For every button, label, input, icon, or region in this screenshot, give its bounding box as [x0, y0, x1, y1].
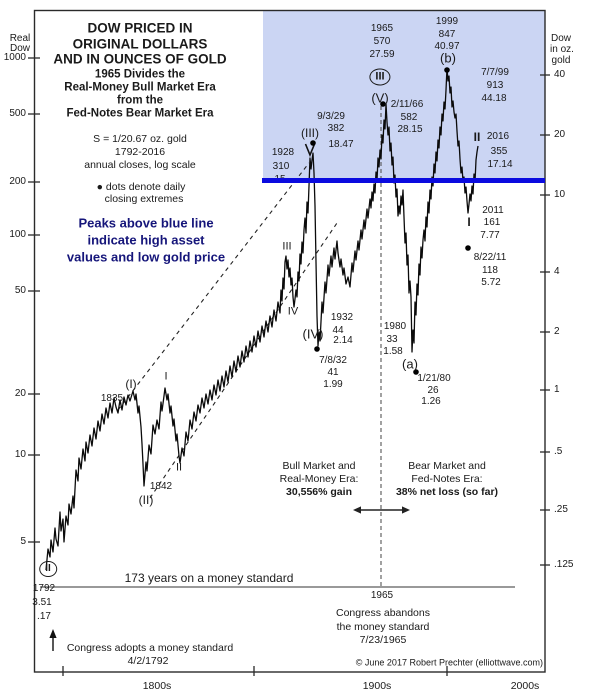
- wave-III-paren: (III): [301, 126, 319, 140]
- channel-upper-dashed-line: [118, 163, 309, 410]
- x-axis-tick-label: 1800s: [142, 679, 172, 692]
- title-line-2: ORIGINAL DOLLARS: [72, 36, 208, 52]
- label-money-standard-years: 173 years on a money standard: [124, 571, 294, 585]
- daily-extreme-dot: [380, 101, 386, 107]
- daily-extreme-dot: [444, 67, 450, 73]
- label-2016-oz: 17.14: [487, 159, 513, 170]
- left-axis-tick-label: 1000: [3, 52, 26, 63]
- label-1932-dow: 44: [332, 325, 344, 336]
- scale-note-3: annual closes, log scale: [84, 158, 196, 171]
- scale-note-1: S = 1/20.67 oz. gold: [93, 132, 187, 145]
- left-axis-header-2: Dow: [9, 43, 31, 54]
- daily-extreme-dot: [310, 140, 316, 146]
- label-1965-year: 1965: [370, 23, 394, 34]
- blue-shaded-region: [263, 11, 545, 179]
- label-21166-date: 2/11/66: [390, 99, 424, 110]
- daily-extreme-dot: [413, 369, 419, 375]
- dots-note-2: closing extremes: [104, 192, 184, 205]
- wave-I-mid: I: [164, 370, 168, 383]
- adopt-up-arrow-icon: [49, 629, 56, 651]
- label-1792-dow: 3.51: [32, 597, 52, 608]
- wave-a-paren: (a): [402, 356, 418, 372]
- label-1965-dow: 570: [373, 36, 391, 47]
- subtitle-line-4: Fed-Notes Bear Market Era: [66, 107, 214, 120]
- label-21166-dow: 582: [400, 112, 418, 123]
- left-axis-tick-label: 5: [20, 536, 26, 547]
- wave-V-paren: (V): [371, 90, 389, 106]
- label-9329-date: 9/3/29: [317, 111, 345, 122]
- abandon-line-3: 7/23/1965: [359, 633, 407, 646]
- label-12180-date: 1/21/80: [417, 373, 451, 384]
- blue-threshold-line: [262, 178, 545, 183]
- left-axis-tick-label: 100: [9, 229, 26, 240]
- label-12180-oz: 1.26: [421, 396, 441, 407]
- left-axis-tick-label: 200: [9, 176, 26, 187]
- label-2011-dow: 161: [483, 217, 501, 228]
- left-axis-tick-label: 500: [9, 108, 26, 119]
- label-7799-oz: 44.18: [481, 93, 507, 104]
- label-1999-dow: 847: [438, 29, 456, 40]
- right-axis-header-3: gold: [551, 55, 571, 66]
- label-1965-bottom: 1965: [370, 590, 394, 601]
- abandon-line-2: the money standard: [336, 620, 430, 633]
- right-axis-header-1: Dow: [550, 33, 572, 44]
- left-axis-header-1: Real: [9, 33, 31, 44]
- dots-note-1: ● dots denote daily: [96, 180, 186, 193]
- label-82211-dow: 118: [482, 265, 498, 276]
- right-axis-tick-label: 10: [554, 189, 566, 200]
- label-1835: 1835: [100, 393, 124, 404]
- label-1928-dow: 310: [272, 161, 290, 172]
- daily-extreme-dot: [465, 245, 471, 251]
- label-1792-oz: .17: [37, 611, 51, 622]
- right-axis-tick-label: 20: [554, 129, 566, 140]
- wave-II-circled: II: [39, 561, 57, 577]
- right-axis-header-2: in oz.: [550, 44, 574, 55]
- left-axis-tick-label: 20: [14, 388, 26, 399]
- right-axis-tick-label: .125: [554, 559, 574, 570]
- bear-era-3: 38% net loss (so far): [395, 485, 499, 498]
- subtitle-line-2: Real-Money Bull Market Era: [64, 81, 216, 94]
- label-9329-dow: 382: [327, 123, 345, 134]
- abandon-line-1: Congress abandons: [336, 606, 430, 619]
- right-axis-tick-label: 4: [554, 266, 560, 277]
- wave-IV-mid: IV: [287, 305, 299, 318]
- title-line-1: DOW PRICED IN: [87, 20, 193, 36]
- bear-era-2: Fed-Notes Era:: [411, 472, 483, 485]
- label-7832-oz: 1.99: [323, 379, 343, 390]
- copyright: © June 2017 Robert Prechter (elliottwave.com): [355, 657, 543, 668]
- label-2011-year: 2011: [482, 205, 504, 216]
- adopt-line-1: Congress adopts a money standard: [66, 641, 234, 654]
- label-9329-oz: 18.47: [328, 139, 354, 150]
- label-21166-oz: 28.15: [397, 124, 423, 135]
- right-axis-tick-label: .25: [554, 504, 568, 515]
- label-1792-year: 1792: [32, 583, 56, 594]
- label-82211-oz: 5.72: [481, 277, 501, 288]
- right-axis-tick-label: 40: [554, 69, 566, 80]
- daily-extreme-dot: [314, 346, 320, 352]
- label-1980-oz: 1.58: [383, 346, 403, 357]
- subtitle-line-1: 1965 Divides the: [94, 68, 186, 81]
- wave-I-2011: I: [467, 215, 471, 229]
- wave-I-paren: (I): [125, 377, 137, 391]
- label-7799-date: 7/7/99: [481, 67, 509, 78]
- wave-III-circled: III: [369, 69, 390, 86]
- right-axis-tick-label: 2: [554, 326, 560, 337]
- wave-II-2016: II: [473, 130, 481, 144]
- wave-IV-paren: (IV): [302, 326, 324, 342]
- blue-note-1: Peaks above blue line: [78, 215, 214, 231]
- label-1980-dow: 33: [386, 334, 398, 345]
- label-2016-year: 2016: [486, 131, 510, 142]
- label-1999-oz: 40.97: [434, 41, 460, 52]
- wave-II-paren: (II): [138, 493, 154, 507]
- bull-era-3: 30,556% gain: [286, 485, 352, 498]
- wave-b-paren: (b): [440, 50, 456, 66]
- label-1980-year: 1980: [383, 321, 407, 332]
- label-1932-oz: 2.14: [333, 335, 353, 346]
- label-1999-year: 1999: [435, 16, 459, 27]
- blue-note-3: values and low gold price: [66, 249, 226, 265]
- label-1965-oz: 27.59: [369, 49, 395, 60]
- scale-note-2: 1792-2016: [114, 145, 166, 158]
- label-1928-year: 1928: [271, 147, 295, 158]
- x-axis-tick-label: 1900s: [362, 679, 392, 692]
- subtitle-line-3: from the: [117, 94, 163, 107]
- right-axis-tick-label: 1: [554, 384, 560, 395]
- blue-note-2: indicate high asset: [87, 232, 205, 248]
- x-axis-tick-label: 2000s: [510, 679, 540, 692]
- label-7832-dow: 41: [327, 367, 339, 378]
- wave-III-mid: III: [282, 240, 292, 253]
- bull-era-1: Bull Market and: [282, 459, 356, 472]
- left-axis-tick-label: 10: [14, 449, 26, 460]
- adopt-line-2: 4/2/1792: [127, 654, 169, 667]
- label-2011-oz: 7.77: [480, 230, 500, 241]
- label-7799-dow: 913: [486, 80, 504, 91]
- label-12180-dow: 26: [427, 385, 439, 396]
- label-1932-year: 1932: [330, 312, 354, 323]
- title-line-3: AND IN OUNCES OF GOLD: [53, 51, 227, 67]
- label-82211-date: 8/22/11: [473, 252, 507, 263]
- right-axis-tick-label: .5: [554, 446, 563, 457]
- label-1842: 1842: [149, 481, 173, 492]
- wave-II-mid: II: [175, 461, 183, 474]
- bull-era-2: Real-Money Era:: [279, 472, 359, 485]
- bear-era-1: Bear Market and: [408, 459, 486, 472]
- label-2016-dow: 355: [490, 146, 508, 157]
- left-axis-tick-label: 50: [14, 285, 26, 296]
- label-7832-date: 7/8/32: [319, 355, 347, 366]
